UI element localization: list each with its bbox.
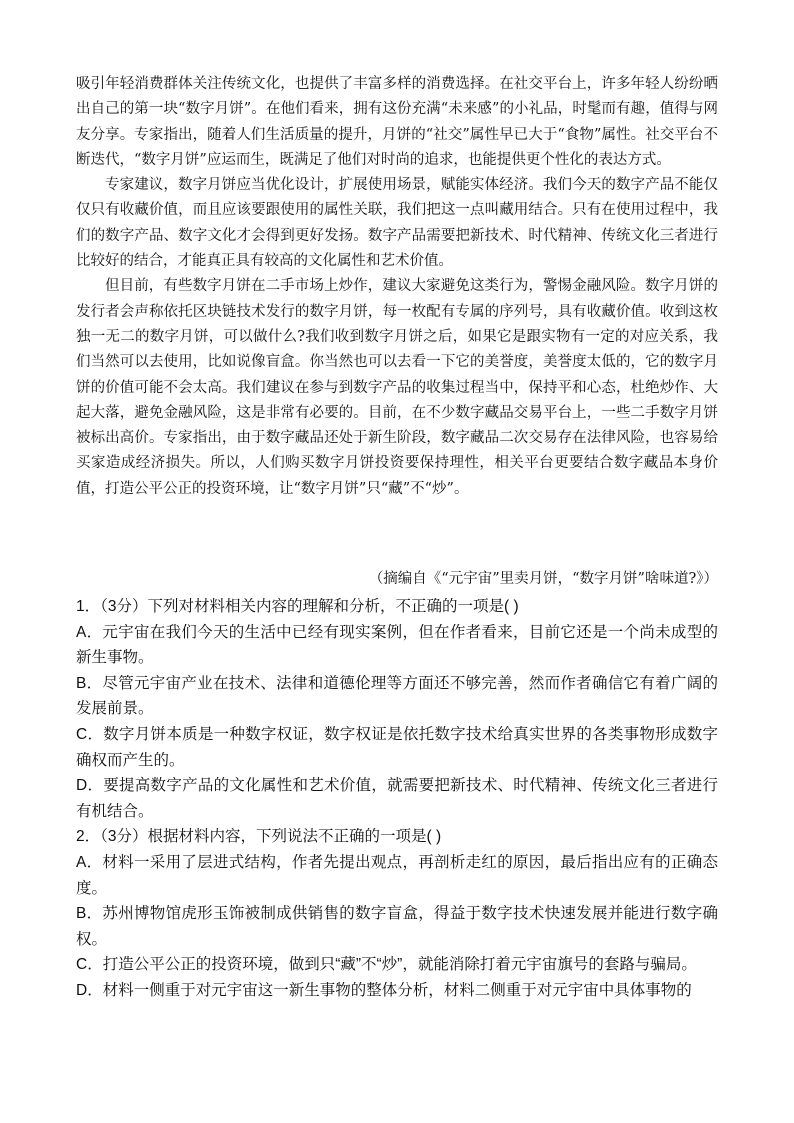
question-1-option-b: B．尽管元宇宙产业在技术、法律和道德伦理等方面还不够完善，然而作者确信它有着广阔的发展前景。: [76, 674, 718, 718]
question-1-stem: 1．（3分）下列对材料相关内容的理解和分析，不正确的一项是( ): [76, 598, 519, 615]
passage-paragraph-3: 但目前，有些数字月饼在二手市场上炒作，建议大家避免这类行为，警惕金融风险。数字月饼的发行者会声称依托区块链技术发行的数字月饼，每一枚配有专属的序列号，具有收藏价值。收到这枚独一无二的数字月饼，可以做什么?我们收到数字月饼之后，如果它是跟实物有一定的对应关系，我们当然可以去使用，比如说像盲盒。你当然也可以去看一下它的美誉度，美誉度太低的，它的数字月饼的价值可能不会太高。我们建议在参与到数字产品的收集过程当中，保持平和心态，杜绝炒作、大起大落，避免金融风险，这是非常有必要的。目前，在不少数字藏品交易平台上，一些二手数字月饼被标出高价。专家指出，由于数字藏品还处于新生阶段，数字藏品二次交易存在法律风险，也容易给买家造成经济损失。所以，人们购买数字月饼投资要保持理性，相关平台更要结合数字藏品本身价值，打造公平公正的投资环境，让“数字月饼”只“藏”不“炒”。: [76, 278, 718, 497]
question-1-option-d: D．要提高数字产品的文化属性和艺术价值，就需要把新技术、时代精神、传统文化三者进行有机结合。: [76, 777, 718, 820]
question-2-option-d: D．材料一侧重于对元宇宙这一新生事物的整体分析，材料二侧重于对元宇宙中具体事物的: [76, 981, 692, 999]
question-2-option-b: B．苏州博物馆虎形玉饰被制成供销售的数字盲盒，得益于数字技术快速发展并能进行数字确权。: [76, 905, 718, 948]
question-2-option-c: C．打造公平公正的投资环境，做到只“藏”不“炒”，就能消除打着元宇宙旗号的套路与骗局。: [76, 956, 697, 974]
question-2: [76, 824, 718, 1003]
question-1: [76, 594, 718, 824]
question-list: [76, 594, 718, 1004]
reading-passage: [76, 72, 718, 502]
question-1-option-a: A．元宇宙在我们今天的生活中已经有现实案例，但在作者看来，目前它还是一个尚未成型的新生事物。: [76, 623, 718, 667]
passage-source-citation: （摘编自《“元宇宙”里卖月饼，“数字月饼”啥味道?》）: [368, 571, 718, 587]
passage-paragraph-2: 专家建议，数字月饼应当优化设计，扩展使用场景，赋能实体经济。我们今天的数字产品不能仅仅只有收藏价值，而且应该要跟使用的属性关联，我们把这一点叫藏用结合。只有在使用过程中，我们的数字产品、数字文化才会得到更好发扬。数字产品需要把新技术、时代精神、传统文化三者进行比较好的结合，才能真正具有较高的文化属性和艺术价值。: [76, 177, 718, 270]
question-2-option-a: A．材料一采用了层进式结构，作者先提出观点，再剖析走红的原因，最后指出应有的正确态度。: [76, 853, 718, 897]
question-1-option-c: C．数字月饼本质是一种数字权证，数字权证是依托数字技术给真实世界的各类事物形成数字确权而产生的。: [76, 725, 718, 769]
question-2-stem: 2．（3分）根据材料内容，下列说法不正确的一项是( ): [76, 828, 442, 846]
passage-paragraph-1: 吸引年轻消费群体关注传统文化，也提供了丰富多样的消费选择。在社交平台上，许多年轻人纷纷晒出自己的第一块“数字月饼”。在他们看来，拥有这份充满“未来感”的小礼品，时髦而有趣，值得与网友分享。专家指出，随着人们生活质量的提升，月饼的“社交”属性早已大于“食物”属性。社交平台不断迭代，“数字月饼”应运而生，既满足了他们对时尚的追求，也能提供更个性化的表达方式。: [76, 76, 718, 168]
